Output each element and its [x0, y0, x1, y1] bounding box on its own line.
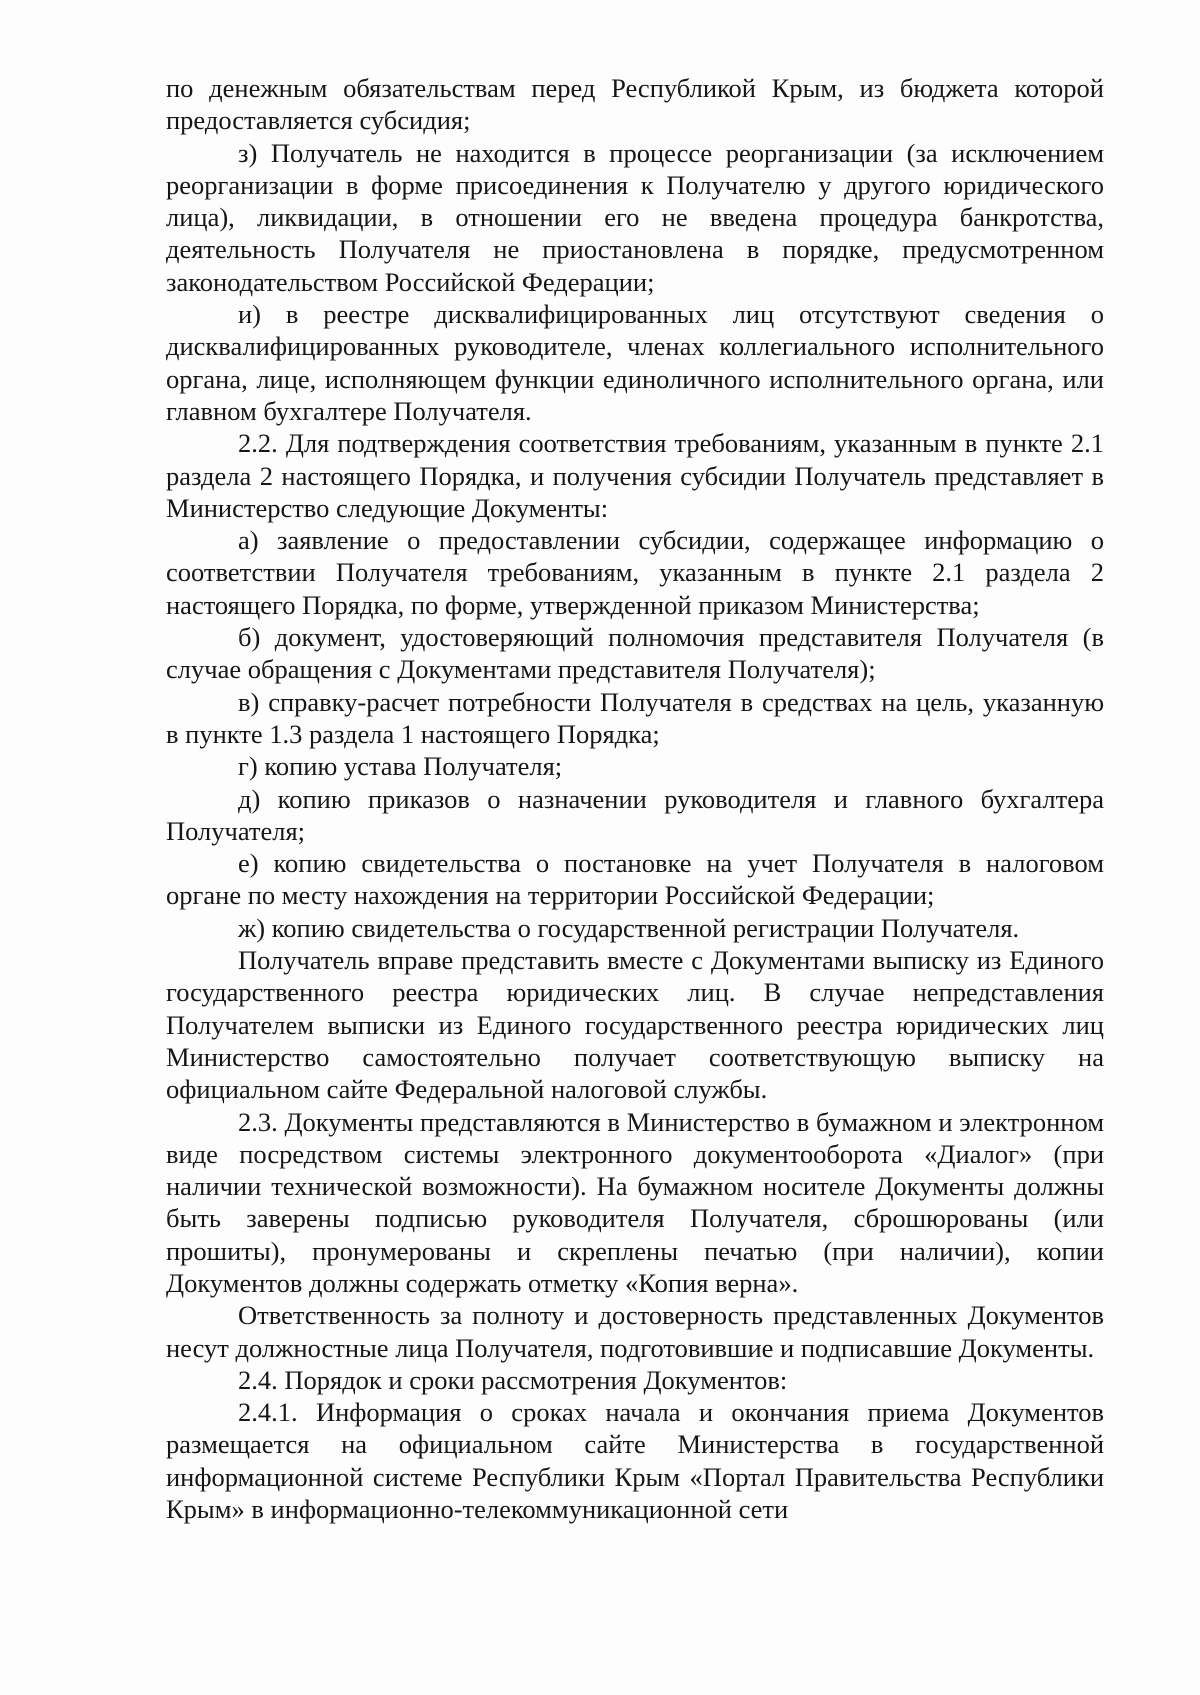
paragraph-continuation: по денежным обязательствам перед Республикой Крым, из бюджета которой предоставляется субсидия; [166, 73, 1104, 136]
paragraph-responsibility: Ответственность за полноту и достоверность представленных Документов несут должностные лица Получателя, подготовившие и подписавшие Документы. [166, 1300, 1104, 1363]
paragraph-section-2-3: 2.3. Документы представляются в Министерство в бумажном и электронном виде посредством системы электронного документооборота «Диалог» (при наличии технической возможности). На бумажном носителе Документы должны быть заверены подписью руководителя Получателя, сброшюрованы (или прошиты), пронумерованы и скреплены печатью (при наличии), копии Документов должны содержать отметку «Копия верна». [166, 1106, 1104, 1298]
document-body [166, 72, 1104, 1525]
paragraph-item-e: е) копию свидетельства о постановке на учет Получателя в налоговом органе по месту нахождения на территории Российской Федерации; [166, 848, 1104, 911]
paragraph-item-a: а) заявление о предоставлении субсидии, содержащее информацию о соответствии Получателя требованиям, указанным в пункте 2.1 раздела 2 настоящего Порядка, по форме, утвержденной приказом Министерства; [166, 525, 1104, 620]
paragraph-item-zh: ж) копию свидетельства о государственной регистрации Получателя. [238, 912, 1020, 943]
paragraph-item-d: д) копию приказов о назначении руководителя и главного бухгалтера Получателя; [166, 783, 1104, 846]
paragraph-item-v: в) справку-расчет потребности Получателя в средствах на цель, указанную в пункте 1.3 раздела 1 настоящего Порядка; [166, 686, 1104, 749]
paragraph-extract-note: Получатель вправе представить вместе с Документами выписку из Единого государственного реестра юридических лиц. В случае непредставления Получателем выписки из Единого государственного реестра юридических лиц Министерство самостоятельно получает соответствующую выписку на официальном сайте Федеральной налоговой службы. [166, 945, 1104, 1105]
paragraph-section-2-2: 2.2. Для подтверждения соответствия требованиям, указанным в пункте 2.1 раздела 2 настоящего Порядка, и получения субсидии Получатель представляет в Министерство следующие Документы: [166, 428, 1104, 523]
paragraph-item-i: и) в реестре дисквалифицированных лиц отсутствуют сведения о дисквалифицированных руководителе, членах коллегиального исполнительного органа, лице, исполняющем функции единоличного исполнительного органа, или главном бухгалтере Получателя. [166, 299, 1104, 426]
paragraph-section-2-4-1: 2.4.1. Информация о сроках начала и окончания приема Документов размещается на официальном сайте Министерства в государственной информационной системе Республики Крым «Портал Правительства Республики Крым» в информационно-телекоммуникационной сети [166, 1397, 1104, 1525]
paragraph-section-2-4: 2.4. Порядок и сроки рассмотрения Документов: [238, 1364, 788, 1395]
paragraph-item-g: г) копию устава Получателя; [238, 751, 563, 782]
paragraph-item-z: з) Получатель не находится в процессе реорганизации (за исключением реорганизации в форме присоединения к Получателю у другого юридического лица), ликвидации, в отношении его не введена процедура банкротства, деятельность Получателя не приостановлена в порядке, предусмотренном законодательством Российской Федерации; [166, 137, 1104, 297]
paragraph-item-b: б) документ, удостоверяющий полномочия представителя Получателя (в случае обращения с Документами представителя Получателя); [166, 622, 1104, 685]
